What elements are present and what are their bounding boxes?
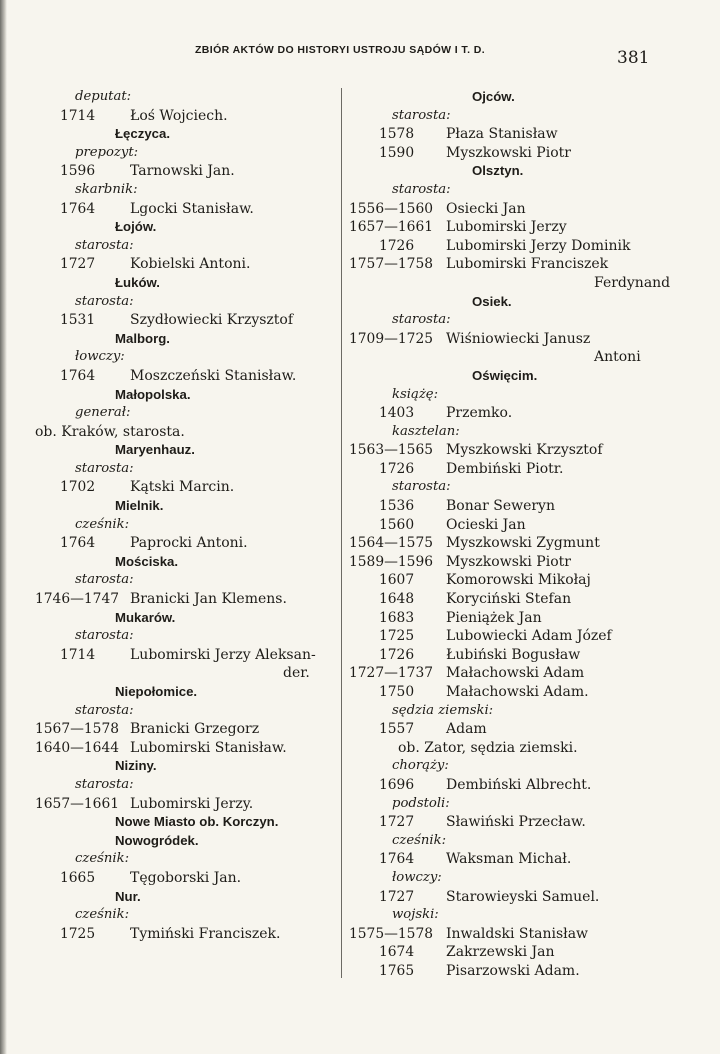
list-item (342, 367, 720, 386)
entry-year: 1596 (60, 163, 96, 180)
list-item (0, 720, 340, 739)
list-item (342, 404, 720, 423)
entry-name: Lubowiecki Adam Józef (446, 628, 612, 645)
list-item (342, 330, 720, 349)
list-item (342, 441, 720, 460)
office-label: starosta: (75, 293, 134, 309)
entry-year: 1607 (379, 572, 415, 589)
list-item (342, 906, 720, 925)
office-label: starosta: (392, 107, 451, 123)
office-label: starosta: (392, 312, 451, 328)
list-item (0, 832, 340, 851)
place-heading: Małopolska. (115, 386, 191, 402)
list-item (0, 88, 340, 107)
entry-year: 1765 (379, 962, 415, 979)
office-label: cześnik: (75, 907, 130, 923)
entry-name: Lubomirski Stanisław. (130, 739, 287, 756)
list-item (342, 739, 720, 758)
entry-year: 1714 (60, 646, 96, 663)
running-header: ZBIÓR AKTÓW DO HISTORYI USTROJU SĄDÓW I T. D. (194, 44, 486, 56)
office-label: skarbnik: (75, 181, 138, 197)
entry-name: Lubomirski Jerzy Aleksan- (130, 646, 316, 663)
entry-year: 1727 (379, 814, 415, 831)
page-number: 381 (617, 48, 650, 68)
list-item (0, 218, 340, 237)
office-label: prepozyt: (75, 144, 139, 160)
list-item (0, 441, 340, 460)
entry-year: 1725 (379, 628, 415, 645)
list-item (342, 478, 720, 497)
list-item (0, 404, 340, 423)
entry-year: 1657—1661 (35, 795, 120, 812)
list-item (342, 888, 720, 907)
list-item (0, 293, 340, 312)
list-item (342, 553, 720, 572)
entry-name: Myszkowski Zygmunt (446, 535, 600, 552)
office-label: kasztelan: (392, 423, 460, 439)
entry-name: Myszkowski Piotr (446, 144, 571, 161)
list-item (342, 646, 720, 665)
office-label: starosta: (75, 776, 134, 792)
place-heading: Nowe Miasto ob. Korczyn. (115, 814, 279, 830)
entry-year: 1564—1575 (349, 535, 434, 552)
list-item (0, 869, 340, 888)
list-item (342, 423, 720, 442)
entry-year: 1560 (379, 516, 415, 533)
place-heading: Niziny. (115, 758, 157, 774)
list-item (0, 739, 340, 758)
name-continuation: Ferdynand (594, 274, 671, 291)
place-heading: Łęczyca. (115, 126, 170, 142)
list-item (0, 181, 340, 200)
list-item (0, 609, 340, 628)
list-item (0, 125, 340, 144)
entry-name: Lubomirski Jerzy (446, 219, 567, 236)
list-item (0, 200, 340, 219)
list-item (0, 776, 340, 795)
list-item (0, 144, 340, 163)
list-item (342, 869, 720, 888)
entry-year: 1657—1661 (349, 219, 434, 236)
entry-name: Myszkowski Piotr (446, 553, 571, 570)
entry-year: 1726 (379, 460, 415, 477)
entry-year: 1750 (379, 684, 415, 700)
list-item (342, 107, 720, 126)
list-item (342, 720, 720, 739)
list-item (0, 925, 340, 944)
office-label: chorąży: (392, 758, 449, 774)
right-column (342, 88, 720, 981)
entry-year: 1727—1737 (349, 665, 434, 682)
office-label: starosta: (392, 181, 451, 197)
office-label: deputat: (75, 89, 132, 104)
entry-year: 1640—1644 (35, 739, 120, 756)
entry-name: Szydłowiecki Krzysztof (130, 312, 294, 329)
entry-name: Zakrzewski Jan (446, 944, 555, 961)
office-label: generał: (75, 405, 131, 421)
entry-name: Płaza Stanisław (446, 126, 558, 143)
office-label: podstoli: (392, 795, 450, 811)
entry-name: Tęgoborski Jan. (130, 869, 242, 886)
entry-name: Pisarzowski Adam. (446, 962, 580, 979)
entry-name: Osiecki Jan (446, 200, 526, 217)
list-item (0, 571, 340, 590)
list-item (342, 497, 720, 516)
place-heading: Oświęcim. (472, 367, 538, 383)
entry-name: Tarnowski Jan. (130, 163, 235, 180)
list-item (0, 274, 340, 293)
office-label: starosta: (75, 237, 134, 253)
place-heading: Malborg. (115, 330, 170, 346)
entry-name: Moszczeński Stanisław. (130, 367, 297, 384)
list-item (0, 627, 340, 646)
cross-reference: ob. Zator, sędzia ziemski. (398, 739, 578, 756)
entry-name: Paprocki Antoni. (130, 535, 248, 552)
place-heading: Olsztyn. (472, 163, 524, 179)
entry-name: Lubomirski Franciszek (446, 256, 609, 273)
entry-year: 1725 (60, 925, 96, 942)
entry-year: 1575—1578 (349, 925, 434, 942)
list-item (342, 200, 720, 219)
list-item (0, 646, 340, 665)
list-item (0, 757, 340, 776)
entry-year: 1714 (60, 107, 96, 124)
place-heading: Mielnik. (115, 498, 164, 514)
place-heading: Niepołomice. (115, 684, 198, 699)
list-item (342, 386, 720, 405)
entry-year: 1746—1747 (35, 591, 120, 608)
entry-year: 1764 (60, 535, 96, 552)
list-item (342, 311, 720, 330)
office-label: starosta: (75, 702, 134, 718)
office-label: starosta: (75, 572, 134, 588)
list-item (0, 497, 340, 516)
place-heading: Nowogródek. (115, 832, 199, 848)
entry-name: Koryciński Stefan (446, 591, 572, 608)
entry-year: 1764 (60, 367, 96, 384)
list-item (0, 813, 340, 832)
list-item (342, 832, 720, 851)
list-item (0, 683, 340, 702)
list-item (0, 906, 340, 925)
list-item (0, 386, 340, 405)
list-item (0, 702, 340, 721)
entry-year: 1674 (379, 944, 415, 961)
entry-name: Inwaldski Stanisław (446, 925, 589, 942)
entry-year: 1590 (379, 144, 415, 161)
list-item (0, 850, 340, 869)
list-item (342, 683, 720, 702)
list-item (0, 311, 340, 330)
entry-year: 1531 (60, 312, 96, 329)
entry-year: 1702 (60, 479, 96, 496)
entry-year: 1696 (379, 776, 415, 793)
office-label: cześnik: (75, 851, 130, 867)
list-item (342, 664, 720, 683)
entry-name: Bonar Seweryn (446, 498, 555, 515)
list-item (342, 88, 720, 107)
entry-name: Komorowski Mikołaj (446, 572, 591, 589)
list-item (0, 237, 340, 256)
entry-name: Pieniążek Jan (446, 609, 542, 626)
list-item (342, 144, 720, 163)
list-item (0, 162, 340, 181)
list-item (342, 609, 720, 628)
entry-name: Starowieyski Samuel. (446, 888, 600, 905)
office-label: cześnik: (392, 832, 447, 848)
list-item (0, 460, 340, 479)
list-item (342, 813, 720, 832)
entry-name: Małachowski Adam (446, 665, 585, 682)
list-item (0, 478, 340, 497)
entry-year: 1536 (379, 498, 415, 515)
place-heading: Łojów. (115, 219, 157, 235)
entry-name: Lubomirski Jerzy. (130, 795, 254, 812)
entry-year: 1665 (60, 869, 96, 886)
list-item (0, 590, 340, 609)
entry-name: Ocieski Jan (446, 516, 526, 533)
entry-year: 1567—1578 (35, 721, 120, 738)
entry-name: Waksman Michał. (446, 851, 572, 868)
list-item (0, 553, 340, 572)
entry-year: 1709—1725 (349, 330, 434, 347)
office-label: sędzia ziemski: (392, 702, 494, 718)
office-label: wojski: (392, 907, 439, 923)
entry-name: Dembiński Piotr. (446, 460, 564, 477)
list-item (342, 460, 720, 479)
list-item (0, 795, 340, 814)
office-label: starosta: (75, 628, 134, 644)
list-item (342, 237, 720, 256)
entry-name: Kątski Marcin. (130, 479, 235, 496)
entry-name: Dembiński Albrecht. (446, 776, 592, 793)
entry-name: Łoś Wojciech. (130, 107, 228, 124)
list-item (342, 757, 720, 776)
name-continuation: Antoni (594, 349, 641, 366)
list-item (342, 162, 720, 181)
entry-name: Branicki Jan Klemens. (130, 591, 287, 608)
list-item (0, 534, 340, 553)
list-item (0, 664, 340, 683)
entry-year: 1726 (379, 646, 415, 663)
list-item (0, 255, 340, 274)
list-item (0, 367, 340, 386)
place-heading: Mościska. (115, 553, 179, 569)
list-item (342, 627, 720, 646)
list-item (0, 423, 340, 442)
list-item (342, 962, 720, 981)
list-item (342, 850, 720, 869)
office-label: łowczy: (75, 349, 125, 365)
cross-reference: ob. Kraków, starosta. (35, 423, 185, 440)
office-label: starosta: (75, 460, 134, 476)
entry-name: Wiśniowiecki Janusz (446, 330, 591, 347)
list-item (342, 181, 720, 200)
entry-year: 1757—1758 (349, 256, 434, 273)
list-item (342, 255, 720, 274)
list-item (342, 293, 720, 312)
entry-name: Przemko. (446, 405, 513, 422)
place-heading: Maryenhauz. (115, 442, 195, 458)
entry-year: 1727 (379, 888, 415, 905)
list-item (342, 534, 720, 553)
entry-year: 1578 (379, 126, 415, 143)
list-item (0, 348, 340, 367)
list-item (342, 925, 720, 944)
list-item (342, 218, 720, 237)
list-item (0, 330, 340, 349)
entry-year: 1563—1565 (349, 442, 434, 459)
list-item (342, 776, 720, 795)
list-item (342, 571, 720, 590)
entry-year: 1764 (60, 200, 96, 217)
entry-name: Lgocki Stanisław. (130, 200, 254, 217)
place-heading: Ojców. (472, 89, 515, 104)
list-item (342, 125, 720, 144)
list-item (0, 516, 340, 535)
office-label: książę: (392, 386, 439, 402)
list-item (342, 795, 720, 814)
entry-name: Branicki Grzegorz (130, 721, 260, 738)
entry-year: 1764 (379, 851, 415, 868)
list-item (0, 107, 340, 126)
name-continuation: der. (283, 665, 310, 682)
place-heading: Łuków. (115, 274, 160, 290)
entry-year: 1556—1560 (349, 200, 434, 217)
entry-year: 1726 (379, 237, 415, 254)
entry-name: Łubiński Bogusław (446, 646, 581, 663)
list-item (342, 516, 720, 535)
list-item (342, 943, 720, 962)
entry-year: 1648 (379, 591, 415, 608)
office-label: łowczy: (392, 869, 442, 885)
place-heading: Nur. (115, 888, 141, 904)
entry-name: Lubomirski Jerzy Dominik (446, 237, 631, 254)
entry-year: 1557 (379, 721, 415, 738)
entry-name: Małachowski Adam. (446, 684, 589, 700)
entry-name: Adam (446, 721, 487, 738)
list-item (0, 888, 340, 907)
entry-year: 1683 (379, 609, 415, 626)
place-heading: Osiek. (472, 293, 512, 309)
entry-name: Sławiński Przecław. (446, 814, 586, 831)
entry-name: Kobielski Antoni. (130, 256, 251, 273)
entry-name: Tymiński Franciszek. (130, 925, 281, 942)
list-item (342, 348, 720, 367)
office-label: cześnik: (75, 516, 130, 532)
entry-year: 1589—1596 (349, 553, 434, 570)
left-column (0, 88, 340, 943)
place-heading: Mukarów. (115, 609, 176, 625)
list-item (342, 274, 720, 293)
list-item (342, 702, 720, 721)
office-label: starosta: (392, 479, 451, 495)
entry-year: 1403 (379, 405, 415, 422)
entry-name: Myszkowski Krzysztof (446, 442, 603, 459)
entry-year: 1727 (60, 256, 96, 273)
list-item (342, 590, 720, 609)
